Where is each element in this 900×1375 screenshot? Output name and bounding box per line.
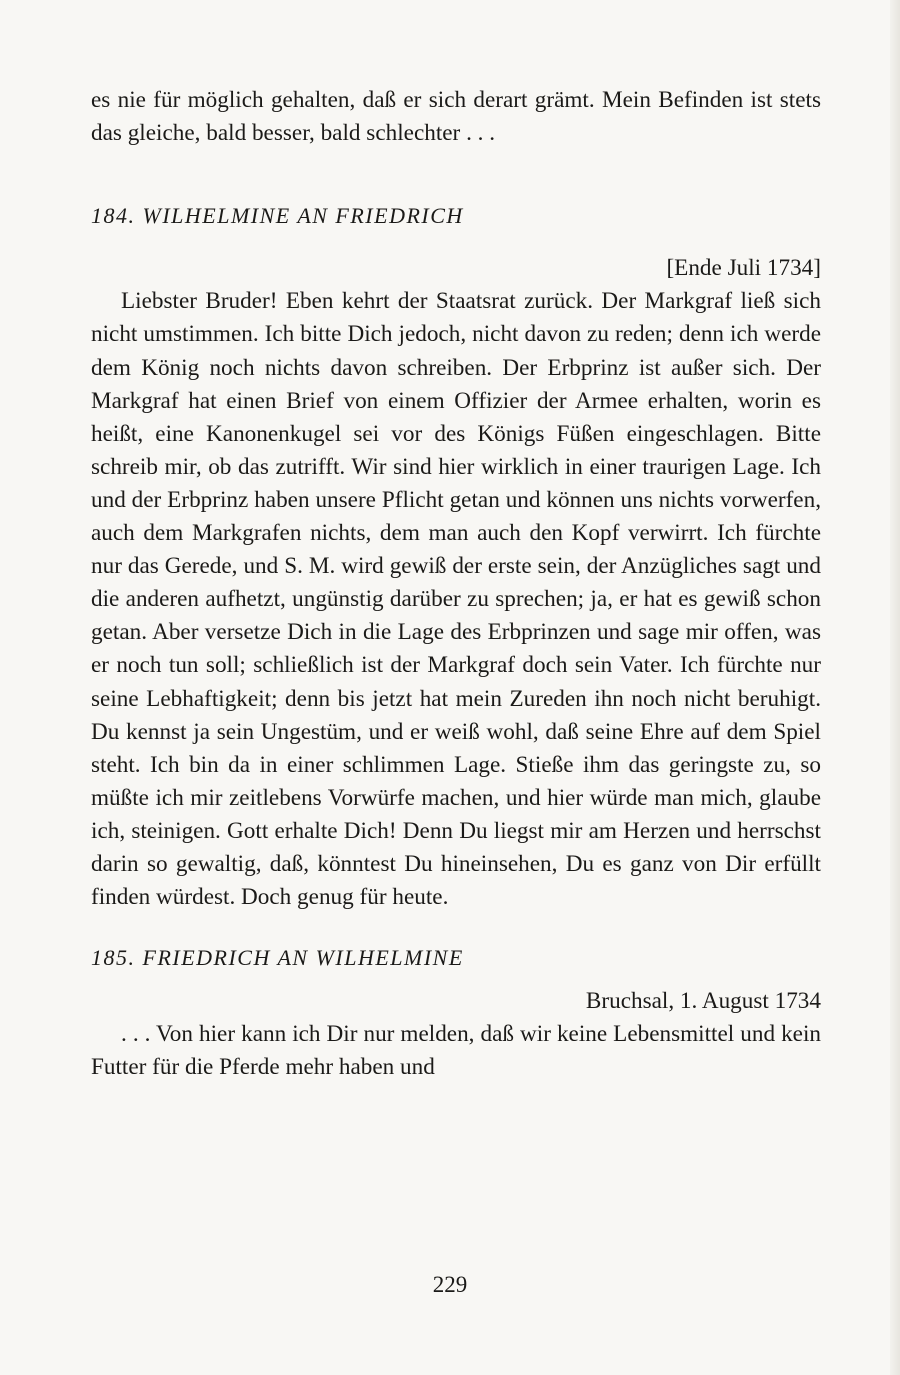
- page-number: 229: [432, 1272, 468, 1297]
- page-text: [91, 84, 821, 1085]
- letter-184-heading: 184. WILHELMINE AN FRIEDRICH: [91, 203, 464, 229]
- letter-185-dateline: Bruchsal, 1. August 1734: [585, 988, 821, 1015]
- letter-184-dateline: [Ende Juli 1734]: [666, 255, 821, 282]
- letter-184: [91, 199, 821, 914]
- letter-185-heading: 185. FRIEDRICH AN WILHELMINE: [91, 945, 464, 971]
- letter-185-body: . . . Von hier kann ich Dir nur melden, daß wir keine Lebensmittel und kein Futter für die Pferde mehr haben und: [91, 1021, 821, 1081]
- letter-185: [91, 941, 821, 1084]
- letter-184-body: Liebster Bruder! Eben kehrt der Staatsrat zurück. Der Markgraf ließ sich nicht umstimmen. Ich bitte Dich jedoch, nicht davon zu reden; denn ich werde dem König noch nichts davon schreiben. Der Erbprinz ist außer sich. Der Markgraf hat einen Brief von einem Offizier der Armee erhalten, worin es heißt, eine Kanonenkugel sei vor des Königs Füßen eingeschlagen. Bitte schreib mir, ob das zutrifft. Wir sind hier wirklich in einer traurigen Lage. Ich und der Erbprinz haben unsere Pflicht getan und können uns nichts vorwerfen, auch dem Markgrafen nichts, dem man auch den Kopf verwirrt. Ich fürchte nur das Gerede, und S. M. wird gewiß der erste sein, der Anzügliches sagt und die anderen aufhetzt, ungünstig darüber zu sprechen; ja, er hat es gewiß schon getan. Aber versetze Dich in die Lage des Erbprinzen und sage mir offen, was er noch tun soll; schließlich ist der Markgraf doch sein Vater. Ich fürchte nur seine Lebhaftigkeit; denn bis jetzt hat mein Zureden ihn noch nicht beruhigt. Du kennst ja sein Ungestüm, und er weiß wohl, daß seine Ehre auf dem Spiel steht. Ich bin da in einer schlimmen Lage. Stieße ihm das geringste zu, so müßte ich mir zeitlebens Vorwürfe machen, und hier würde man mich, glaube ich, steinigen. Gott erhalte Dich! Denn Du liegst mir am Herzen und herrschst darin so gewaltig, daß, könntest Du hineinsehen, Du es ganz von Dir erfüllt finden würdest. Doch genug für heute.: [91, 288, 821, 911]
- page-edge-shadow: [890, 0, 900, 1375]
- previous-letter-ending: es nie für möglich gehalten, daß er sich derart grämt. Mein Befinden ist stets das gleiche, bald besser, bald schlechter . . .: [91, 87, 821, 147]
